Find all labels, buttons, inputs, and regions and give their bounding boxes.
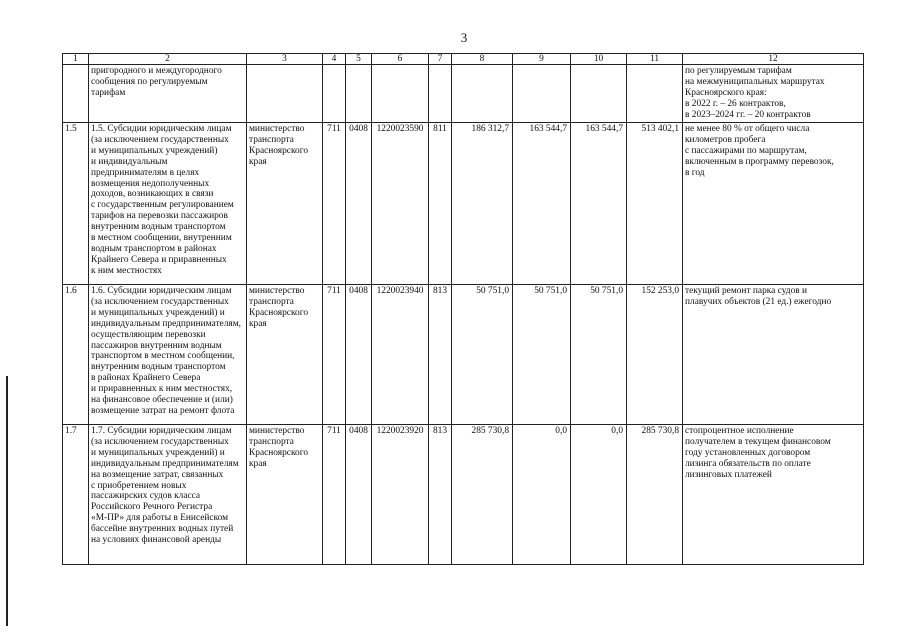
text-line: на возмещение затрат, связанных bbox=[91, 469, 224, 480]
column-header: 4 bbox=[323, 54, 346, 65]
margin-rule bbox=[6, 376, 8, 626]
amount-cell: 513 402,1 bbox=[627, 123, 683, 285]
column-header: 9 bbox=[513, 54, 571, 65]
column-header: 11 bbox=[627, 54, 683, 65]
administrator-cell bbox=[247, 123, 323, 285]
text-line: 1.5. Субсидии юридическим лицам bbox=[91, 124, 232, 134]
measure-name-cell bbox=[89, 65, 247, 123]
table-row bbox=[63, 425, 864, 565]
text-line: с государственным регулированием bbox=[91, 200, 234, 211]
text-line: Красноярского bbox=[249, 145, 309, 156]
amount-cell: 0,0 bbox=[571, 425, 627, 565]
text-line: (за исключением государственных bbox=[91, 436, 229, 447]
amount-cell: 50 751,0 bbox=[513, 285, 571, 425]
column-header: 1 bbox=[63, 54, 89, 65]
text-line: километров пробега bbox=[685, 134, 766, 145]
text-line: плавучих объектов (21 ед.) ежегодно bbox=[685, 296, 832, 307]
amount-cell: 0,0 bbox=[513, 425, 571, 565]
row-number-cell bbox=[63, 65, 89, 123]
text-line: индивидуальным предпринимателям bbox=[91, 458, 239, 469]
amount-cell bbox=[627, 65, 683, 123]
text-line: водным транспортом в районах bbox=[91, 243, 217, 254]
code-cell bbox=[372, 65, 429, 123]
code-cell: 813 bbox=[429, 285, 452, 425]
text-line: по регулируемым тарифам bbox=[685, 66, 792, 76]
text-line: в местном сообщении, внутренним bbox=[91, 233, 232, 244]
text-line: на межмуниципальных маршрутах bbox=[685, 76, 825, 87]
text-line: края bbox=[249, 318, 267, 329]
text-line: 1.7. Субсидии юридическим лицам bbox=[91, 426, 232, 436]
text-line: министерство bbox=[249, 124, 305, 134]
code-cell: 1220023940 bbox=[372, 285, 429, 425]
column-header: 12 bbox=[683, 54, 864, 65]
row-number-cell: 1.5 bbox=[63, 123, 89, 285]
measure-name-cell bbox=[89, 425, 247, 565]
text-line: «М-ПР» для работы в Енисейском bbox=[91, 513, 229, 524]
text-line: пригородного и междугородного bbox=[91, 66, 222, 76]
text-line: в районах Крайнего Севера bbox=[91, 373, 201, 384]
column-header: 8 bbox=[452, 54, 513, 65]
text-line: (за исключением государственных bbox=[91, 134, 229, 145]
text-line: края bbox=[249, 156, 267, 167]
code-cell: 811 bbox=[429, 123, 452, 285]
text-line: Красноярского bbox=[249, 307, 309, 318]
text-line: тарифам bbox=[91, 87, 126, 98]
text-line: пассажирских судов класса bbox=[91, 491, 201, 502]
row-number-cell: 1.6 bbox=[63, 285, 89, 425]
table-row bbox=[63, 65, 864, 123]
text-line: возмещение затрат на ремонт флота bbox=[91, 405, 235, 416]
text-line: получателем в текущем финансовом bbox=[685, 436, 831, 447]
text-line: лизинга обязательств по оплате bbox=[685, 458, 811, 469]
code-cell: 711 bbox=[323, 425, 346, 565]
result-cell bbox=[683, 123, 864, 285]
page-number: 3 bbox=[460, 30, 468, 45]
code-cell bbox=[429, 65, 452, 123]
text-line: бассейне внутренних водных путей bbox=[91, 524, 234, 535]
text-line: осуществляющим перевозки bbox=[91, 329, 206, 340]
text-line: Красноярского bbox=[249, 447, 309, 458]
header-row bbox=[63, 54, 864, 65]
text-line: не менее 80 % от общего числа bbox=[685, 124, 810, 134]
result-cell bbox=[683, 285, 864, 425]
budget-table bbox=[62, 53, 864, 565]
code-cell: 1220023590 bbox=[372, 123, 429, 285]
code-cell: 1220023920 bbox=[372, 425, 429, 565]
amount-cell: 186 312,7 bbox=[452, 123, 513, 285]
text-line: предпринимателям в целях bbox=[91, 167, 200, 178]
column-header: 10 bbox=[571, 54, 627, 65]
text-line: транспорта bbox=[249, 134, 294, 145]
text-line: индивидуальным предпринимателям, bbox=[91, 318, 241, 329]
measure-name-cell bbox=[89, 123, 247, 285]
text-line: министерство bbox=[249, 426, 305, 436]
administrator-cell bbox=[247, 285, 323, 425]
text-line: внутренним водным транспортом bbox=[91, 362, 226, 373]
column-header: 5 bbox=[346, 54, 372, 65]
amount-cell: 163 544,7 bbox=[513, 123, 571, 285]
text-line: в год bbox=[685, 167, 705, 178]
text-line: с приобретением новых bbox=[91, 480, 187, 491]
amount-cell bbox=[513, 65, 571, 123]
code-cell bbox=[346, 65, 372, 123]
text-line: доходов, возникающих в связи bbox=[91, 189, 214, 200]
column-header: 6 bbox=[372, 54, 429, 65]
result-cell bbox=[683, 425, 864, 565]
code-cell: 0408 bbox=[346, 123, 372, 285]
text-line: (за исключением государственных bbox=[91, 296, 229, 307]
code-cell: 0408 bbox=[346, 285, 372, 425]
row-number-cell: 1.7 bbox=[63, 425, 89, 565]
text-line: к ним местностях bbox=[91, 265, 162, 276]
text-line: транспортом в местном сообщении, bbox=[91, 351, 235, 362]
code-cell: 0408 bbox=[346, 425, 372, 565]
text-line: транспорта bbox=[249, 436, 294, 447]
text-line: и приравненных к ним местностях, bbox=[91, 384, 233, 395]
text-line: и муниципальных учреждений) и bbox=[91, 307, 225, 318]
text-line: в 2023–2024 гг. – 20 контрактов bbox=[685, 109, 811, 120]
text-line: тарифов на перевозки пассажиров bbox=[91, 211, 228, 222]
text-line: края bbox=[249, 458, 267, 469]
text-line: на финансовое обеспечение и (или) bbox=[91, 395, 233, 406]
table-body bbox=[63, 54, 864, 565]
text-line: 1.6. Субсидии юридическим лицам bbox=[91, 286, 232, 296]
text-line: транспорта bbox=[249, 296, 294, 307]
column-header: 2 bbox=[89, 54, 247, 65]
text-line: Крайнего Севера и приравненных bbox=[91, 254, 227, 265]
text-line: лизинговых платежей bbox=[685, 469, 772, 480]
text-line: году установленных договором bbox=[685, 447, 811, 458]
amount-cell bbox=[571, 65, 627, 123]
text-line: и муниципальных учреждений) bbox=[91, 145, 218, 156]
text-line: министерство bbox=[249, 286, 305, 296]
text-line: стопроцентное исполнение bbox=[685, 426, 794, 436]
administrator-cell bbox=[247, 425, 323, 565]
amount-cell: 152 253,0 bbox=[627, 285, 683, 425]
amount-cell: 163 544,7 bbox=[571, 123, 627, 285]
amount-cell: 50 751,0 bbox=[571, 285, 627, 425]
text-line: возмещения недополученных bbox=[91, 178, 210, 189]
text-line: с пассажирами по маршрутам, bbox=[685, 145, 807, 156]
table-row bbox=[63, 285, 864, 425]
code-cell: 711 bbox=[323, 123, 346, 285]
text-line: на условиях финансовой аренды bbox=[91, 535, 222, 546]
text-line: внутренним водным транспортом bbox=[91, 222, 226, 233]
text-line: и индивидуальным bbox=[91, 156, 168, 167]
code-cell bbox=[323, 65, 346, 123]
text-line: текущий ремонт парка судов и bbox=[685, 286, 808, 296]
result-cell bbox=[683, 65, 864, 123]
code-cell: 711 bbox=[323, 285, 346, 425]
column-header: 7 bbox=[429, 54, 452, 65]
text-line: Российского Речного Регистра bbox=[91, 502, 213, 513]
amount-cell: 50 751,0 bbox=[452, 285, 513, 425]
administrator-cell bbox=[247, 65, 323, 123]
code-cell: 813 bbox=[429, 425, 452, 565]
text-line: в 2022 г. – 26 контрактов, bbox=[685, 98, 786, 109]
text-line: пассажиров внутренним водным bbox=[91, 340, 222, 351]
column-header: 3 bbox=[247, 54, 323, 65]
text-line: Красноярского края: bbox=[685, 87, 767, 98]
amount-cell: 285 730,8 bbox=[627, 425, 683, 565]
text-line: сообщения по регулируемым bbox=[91, 76, 208, 87]
measure-name-cell bbox=[89, 285, 247, 425]
amount-cell bbox=[452, 65, 513, 123]
amount-cell: 285 730,8 bbox=[452, 425, 513, 565]
text-line: и муниципальных учреждений) и bbox=[91, 447, 225, 458]
table-row bbox=[63, 123, 864, 285]
text-line: включенным в программу перевозок, bbox=[685, 156, 834, 167]
